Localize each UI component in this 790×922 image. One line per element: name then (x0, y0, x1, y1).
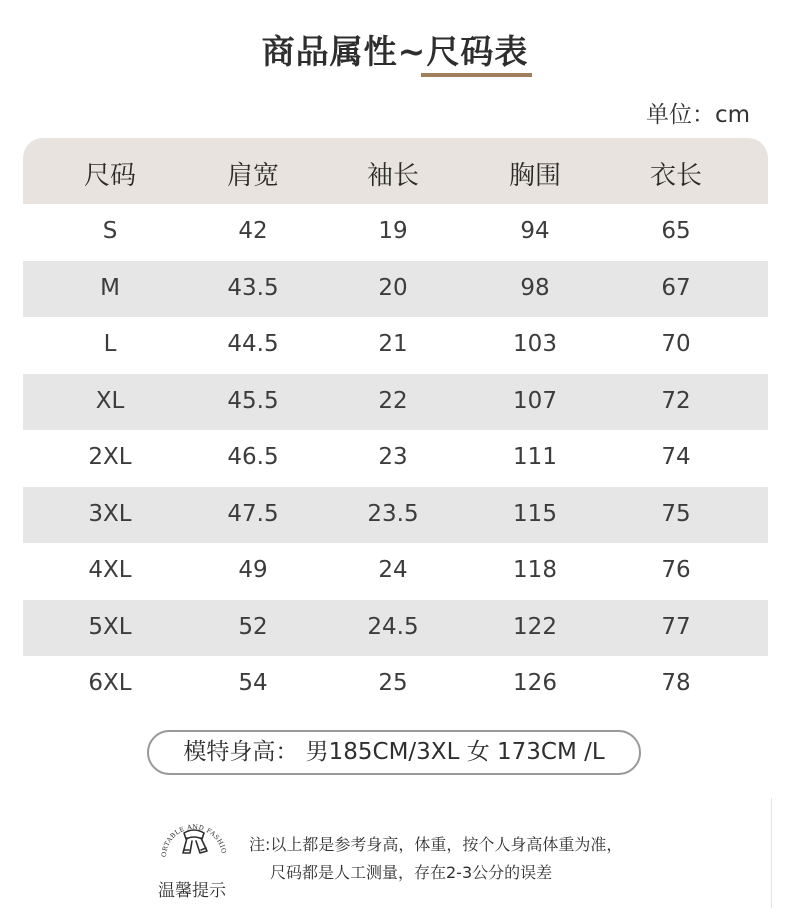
header-length: 衣长 (649, 161, 703, 191)
note-line-2: 尺码都是人工测量，存在2-3公分的误差 (270, 863, 553, 882)
cell-shoulder: 49 (238, 557, 268, 583)
title-underline (421, 73, 532, 77)
cell-chest: 111 (513, 444, 557, 470)
cell-size: XL (95, 387, 125, 414)
scarf-icon (156, 805, 232, 869)
cell-length: 67 (661, 274, 691, 301)
table-row (23, 430, 768, 487)
cell-shoulder: 52 (238, 613, 268, 640)
cell-shoulder: 44.5 (227, 331, 279, 357)
cell-length: 70 (661, 331, 691, 357)
cell-size: M (100, 274, 120, 301)
table-row (23, 487, 768, 544)
cell-size: 4XL (88, 557, 132, 583)
comfort-badge (156, 805, 232, 869)
header-size: 尺码 (83, 161, 137, 191)
edge-divider (771, 798, 772, 908)
table-row (23, 656, 768, 713)
model-height-info: 模特身高： 男185CM/3XL 女 173CM /L (147, 730, 641, 775)
table-row (23, 317, 768, 374)
cell-chest: 126 (513, 670, 557, 696)
note-line-1: 注:以上都是参考身高，体重，按个人身高体重为准， (249, 835, 623, 854)
cell-sleeve: 24 (378, 557, 408, 583)
table-row (23, 543, 768, 600)
cell-size: 5XL (88, 613, 132, 640)
cell-size: 6XL (88, 670, 132, 696)
cell-chest: 115 (513, 500, 557, 527)
cell-shoulder: 54 (238, 670, 268, 696)
cell-sleeve: 23.5 (367, 500, 419, 527)
header-sleeve: 袖长 (366, 161, 420, 191)
table-row (23, 261, 768, 318)
cell-chest: 118 (513, 557, 557, 583)
cell-sleeve: 21 (378, 331, 408, 357)
cell-chest: 103 (513, 331, 557, 357)
header-shoulder: 肩宽 (226, 161, 280, 191)
table-header (23, 138, 768, 204)
cell-chest: 98 (520, 274, 550, 301)
cell-sleeve: 25 (378, 670, 408, 696)
svg-text:COMFORTABLE AND FASHIONABLE: ORTABLE AND FASHIO (159, 822, 228, 858)
cell-size: 2XL (88, 444, 132, 470)
cell-chest: 107 (513, 387, 557, 414)
cell-sleeve: 19 (378, 218, 408, 244)
cell-sleeve: 24.5 (367, 613, 419, 640)
cell-chest: 122 (513, 613, 557, 640)
cell-sleeve: 22 (378, 387, 408, 414)
tip-label: 温馨提示 (158, 881, 226, 901)
cell-length: 76 (661, 557, 691, 583)
table-row (23, 600, 768, 657)
size-table (23, 138, 768, 713)
cell-size: S (102, 218, 118, 244)
cell-length: 72 (661, 387, 691, 414)
cell-sleeve: 20 (378, 274, 408, 301)
page-title: 商品属性~尺码表 (261, 32, 529, 71)
cell-length: 78 (661, 670, 691, 696)
cell-sleeve: 23 (378, 444, 408, 470)
cell-size: 3XL (88, 500, 132, 527)
unit-label: 单位：cm (645, 102, 750, 128)
cell-shoulder: 43.5 (227, 274, 279, 301)
cell-length: 65 (661, 218, 691, 244)
header-chest: 胸围 (508, 161, 562, 191)
cell-chest: 94 (520, 218, 550, 244)
cell-shoulder: 46.5 (227, 444, 279, 470)
cell-length: 77 (661, 613, 691, 640)
cell-length: 75 (661, 500, 691, 527)
table-row (23, 374, 768, 431)
cell-shoulder: 42 (238, 218, 268, 244)
cell-shoulder: 45.5 (227, 387, 279, 414)
cell-length: 74 (661, 444, 691, 470)
table-row (23, 204, 768, 261)
cell-size: L (103, 331, 117, 357)
cell-shoulder: 47.5 (227, 500, 279, 527)
